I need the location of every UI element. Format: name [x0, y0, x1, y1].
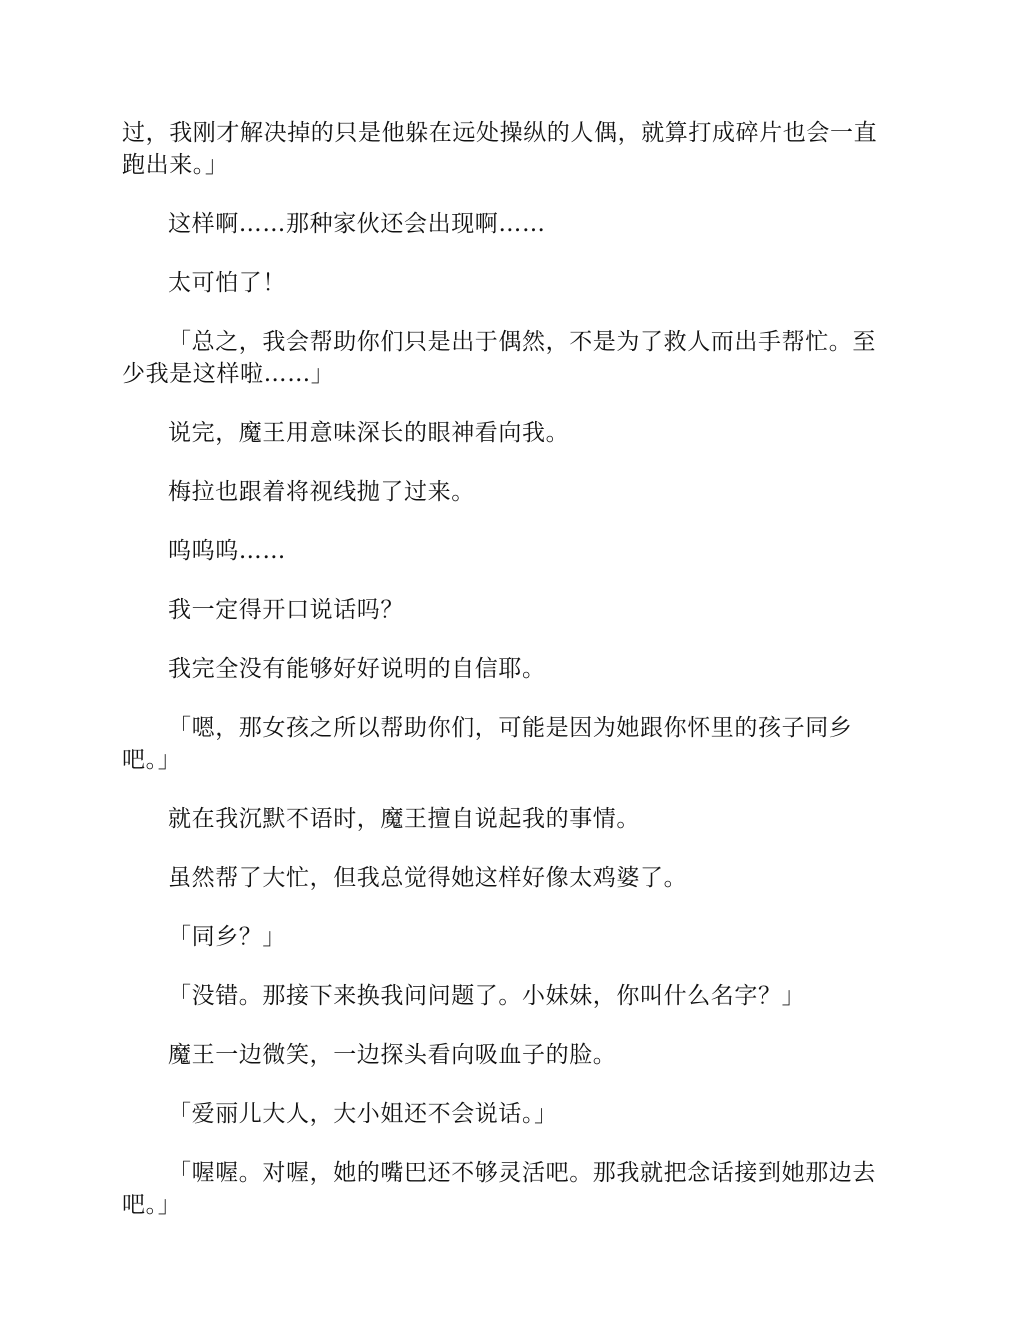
paragraph-11: 就在我沉默不语时，魔王擅自说起我的事情。	[168, 806, 640, 832]
paragraph-17: 「喔喔。对喔，她的嘴巴还不够灵活吧。那我就把念话接到她那边去吧。」	[122, 1160, 876, 1218]
paragraph-9: 我完全没有能够好好说明的自信耶。	[168, 656, 546, 682]
paragraph-16: 「爱丽儿大人，大小姐还不会说话。」	[168, 1101, 558, 1127]
paragraph-7: 呜呜呜……	[168, 538, 286, 564]
paragraph-4: 「总之，我会帮助你们只是出于偶然，不是为了救人而出手帮忙。至少我是这样啦……」	[122, 329, 876, 387]
paragraph-5: 说完，魔王用意味深长的眼神看向我。	[168, 420, 570, 446]
body-text	[122, 117, 898, 1248]
paragraph-2: 这样啊……那种家伙还会出现啊……	[168, 211, 546, 237]
paragraph-12: 虽然帮了大忙，但我总觉得她这样好像太鸡婆了。	[168, 865, 688, 891]
paragraph-14: 「没错。那接下来换我问问题了。小妹妹，你叫什么名字？」	[168, 983, 806, 1009]
paragraph-1: 过，我刚才解决掉的只是他躲在远处操纵的人偶，就算打成碎片也会一直跑出来。」	[122, 120, 878, 178]
paragraph-3: 太可怕了！	[168, 270, 286, 296]
paragraph-6: 梅拉也跟着将视线抛了过来。	[168, 479, 475, 505]
paragraph-10: 「嗯，那女孩之所以帮助你们，可能是因为她跟你怀里的孩子同乡吧。」	[122, 715, 853, 773]
paragraph-13: 「同乡？」	[168, 924, 286, 950]
paragraph-8: 我一定得开口说话吗？	[168, 597, 404, 623]
paragraph-15: 魔王一边微笑，一边探头看向吸血子的脸。	[168, 1042, 617, 1068]
